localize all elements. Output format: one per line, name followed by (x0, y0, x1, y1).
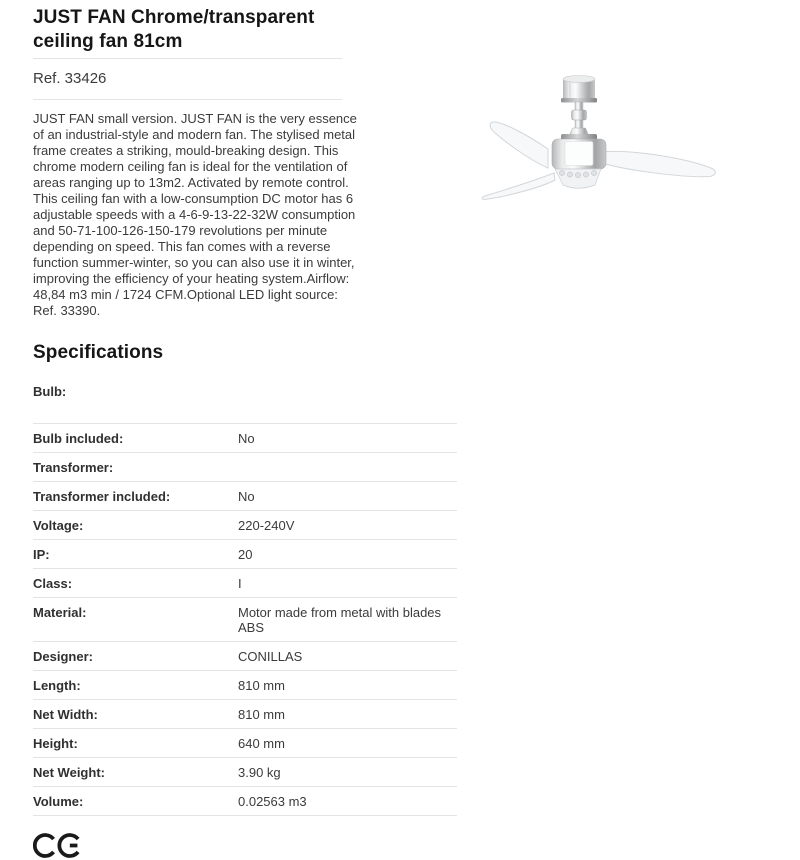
fan-downrod (569, 102, 589, 136)
ce-mark-icon (33, 831, 85, 860)
spec-label: Transformer: (33, 460, 114, 475)
ceiling-fan-image (440, 70, 760, 220)
fan-blade-left (490, 122, 548, 168)
spec-value: No (238, 431, 255, 446)
spec-table (33, 377, 457, 816)
spec-label: IP: (33, 547, 50, 562)
spec-label: Volume: (33, 794, 84, 809)
spec-row (33, 598, 457, 642)
spec-row (33, 424, 457, 453)
spec-value: No (238, 489, 255, 504)
fan-canopy (561, 76, 597, 103)
spec-label: Material: (33, 605, 87, 620)
spec-label: Transformer included: (33, 489, 171, 504)
spec-row (33, 700, 457, 729)
spec-label: Net Width: (33, 707, 98, 722)
product-reference: Ref. 33426 (33, 58, 342, 100)
spec-row (33, 377, 457, 424)
spec-row (33, 569, 457, 598)
spec-label: Voltage: (33, 518, 84, 533)
spec-value: 3.90 kg (238, 765, 281, 780)
spec-value: 810 mm (238, 707, 285, 722)
product-description: JUST FAN small version. JUST FAN is the very essence of an industrial-style and modern fan. The stylised metal frame creates a striking, mould-breaking design. This chrome modern ceiling fan is ideal for the ventilation of areas ranging up to 13m2. Activated by remote control. This ceiling fan with a low-consumption DC motor has 6 adjustable speeds with a 4-6-9-13-22-32W consumption and 50-71-100-126-150-179 revolutions per minute depending on speed. This fan comes with a reverse function summer-winter, so you can also use it in winter, improving the efficiency of your heating system.Airflow: 48,84 m3 min / 1724 CFM.Optional LED light source: Ref. 33390. (33, 111, 357, 318)
spec-label: Length: (33, 678, 81, 693)
spec-value: 0.02563 m3 (238, 794, 307, 809)
spec-row (33, 671, 457, 700)
fan-blade-right (600, 151, 715, 176)
spec-label: Bulb: (33, 384, 67, 399)
spec-label: Net Weight: (33, 765, 105, 780)
spec-label: Class: (33, 576, 73, 591)
spec-row (33, 453, 457, 482)
spec-row (33, 787, 457, 816)
spec-row (33, 729, 457, 758)
spec-value: I (238, 576, 242, 591)
spec-value: CONILLAS (238, 649, 303, 664)
spec-row (33, 642, 457, 671)
fan-motor (552, 134, 606, 188)
spec-value: Motor made from metal with blades ABS (238, 605, 442, 635)
spec-row (33, 540, 457, 569)
spec-label: Designer: (33, 649, 93, 664)
spec-value: 20 (238, 547, 253, 562)
product-title: JUST FAN Chrome/transparent ceiling fan 81cm (33, 7, 315, 52)
spec-row (33, 758, 457, 787)
spec-row (33, 511, 457, 540)
product-info-column (33, 6, 457, 860)
spec-label: Height: (33, 736, 78, 751)
spec-value: 640 mm (238, 736, 285, 751)
specifications-heading: Specifications (33, 342, 164, 363)
spec-row (33, 482, 457, 511)
fan-blade-bottom (482, 173, 555, 199)
spec-value: 220-240V (238, 518, 295, 533)
spec-label: Bulb included: (33, 431, 124, 446)
spec-value: 810 mm (238, 678, 285, 693)
